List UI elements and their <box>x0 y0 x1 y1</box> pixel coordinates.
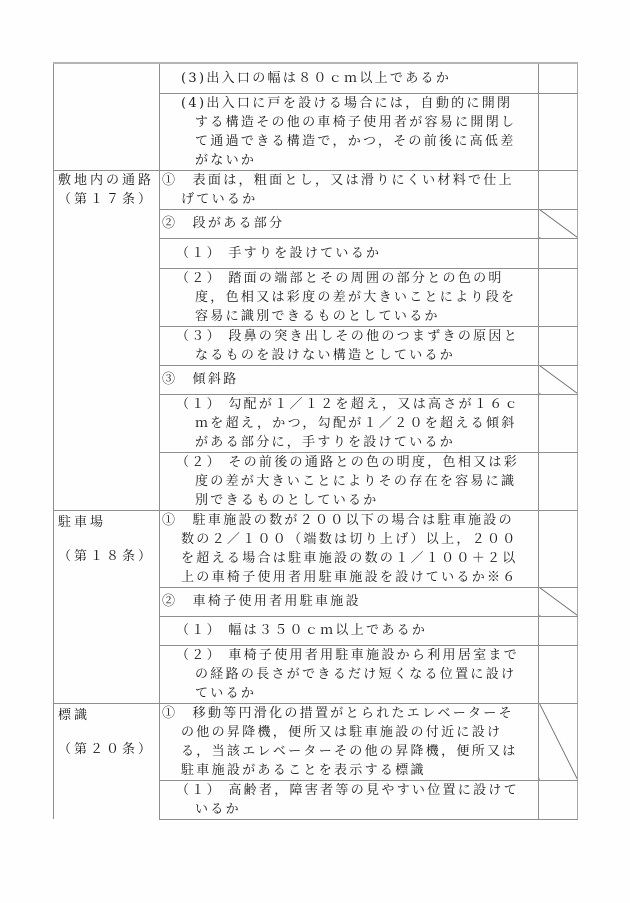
item-line: ③ 傾斜路 <box>162 372 239 387</box>
item-line: げているか <box>181 191 258 207</box>
item-text <box>160 170 539 209</box>
not-applicable-cell <box>539 209 578 238</box>
item-line: を超える場合は駐車施設の数の１／１００＋２以 <box>181 550 518 566</box>
item-line: る，当該エレベーターその他の昇降機，便所又は <box>181 743 518 759</box>
not-applicable-cell <box>539 365 578 394</box>
item-line: ② 段がある部分 <box>162 216 285 231</box>
item-line: (4)出入口に戸を設ける場合には，自動的に開閉 <box>181 95 513 111</box>
item-line: の他の昇降機，便所又は駐車施設の付近に設け <box>181 724 503 740</box>
item-line: がないか <box>195 152 257 168</box>
item-text <box>160 510 539 587</box>
section-article: （第２０条） <box>58 741 155 757</box>
item-line: ① 表面は，粗面とし，又は滑りにくい材料で仕上 <box>162 172 514 188</box>
check-cell[interactable] <box>539 170 578 209</box>
item-line: （２） 車椅子使用者用駐車施設から利用居室まで <box>176 647 520 663</box>
item-text <box>160 326 539 365</box>
item-line: 数の２／１００（端数は切り上げ）以上，２００ <box>181 531 518 547</box>
item-line: （２） 踏面の端部とその周囲の部分との色の明 <box>176 270 504 286</box>
section-name: 駐車場 <box>58 514 107 530</box>
section-name: 標識 <box>58 707 91 723</box>
check-cell[interactable] <box>539 645 578 703</box>
item-text <box>160 63 539 93</box>
item-line: なるものを設けない構造としているか <box>195 347 456 363</box>
item-text <box>160 394 539 452</box>
item-text <box>160 616 539 645</box>
table-row <box>54 510 578 587</box>
item-line: （２） その前後の通路との色の明度，色相又は彩 <box>176 454 520 470</box>
section-article: （第１７条） <box>58 191 155 207</box>
section-label-parking <box>54 510 160 703</box>
check-cell[interactable] <box>539 93 578 170</box>
item-line: の経路の長さができるだけ短くなる位置に設け <box>195 666 517 682</box>
section-label-empty <box>54 63 160 170</box>
item-line: ｍを超え，かつ，勾配が１／２０を超える傾斜 <box>195 415 517 431</box>
item-line: ① 駐車施設の数が２００以下の場合は駐車施設の <box>162 512 514 528</box>
not-applicable-cell <box>539 587 578 616</box>
item-text <box>160 209 539 238</box>
item-text <box>160 93 539 170</box>
item-line: 容易に識別できるものとしているか <box>195 308 440 324</box>
section-label-site-passage <box>54 170 160 510</box>
item-line: 上の車椅子使用者用駐車施設を設けているか※６ <box>181 569 518 585</box>
item-text <box>160 452 539 510</box>
table-row <box>54 703 578 780</box>
item-line: がある部分に，手すりを設けているか <box>195 434 456 450</box>
checklist-document <box>53 62 578 820</box>
item-line: （１） 高齢者，障害者等の見やすい位置に設けて <box>176 782 520 798</box>
item-line: する構造その他の車椅子使用者が容易に開閉し <box>195 114 517 130</box>
item-text <box>160 780 539 819</box>
item-line: （１） 手すりを設けているか <box>176 245 382 261</box>
item-line: (3)出入口の幅は８０ｃｍ以上であるか <box>181 70 452 86</box>
section-name: 敷地内の通路 <box>58 172 155 188</box>
item-text <box>160 703 539 780</box>
item-line: 度の差が大きいことによりその存在を容易に識 <box>195 473 517 489</box>
item-line: ① 移動等円滑化の措置がとられたエレベーターそ <box>162 705 514 721</box>
check-cell[interactable] <box>539 616 578 645</box>
item-line: いるか <box>195 801 241 817</box>
item-text <box>160 268 539 326</box>
checklist-table <box>53 62 578 820</box>
check-cell[interactable] <box>539 394 578 452</box>
item-text <box>160 238 539 268</box>
item-line: ているか <box>195 685 257 701</box>
section-article: （第１８条） <box>58 548 155 564</box>
check-cell[interactable] <box>539 238 578 268</box>
item-line: （１） 勾配が１／１２を超え，又は高さが１６ｃ <box>176 396 520 412</box>
table-row <box>54 170 578 209</box>
not-applicable-cell <box>539 703 578 780</box>
item-text <box>160 365 539 394</box>
table-row <box>54 63 578 93</box>
item-line: （３） 段鼻の突き出しその他のつまずきの原因と <box>176 328 520 344</box>
item-line: 駐車施設があることを表示する標識 <box>181 762 426 778</box>
item-line: 別できるものとしているか <box>195 492 379 508</box>
section-label-signage <box>54 703 160 819</box>
item-line: て通過できる構造で，かつ，その前後に高低差 <box>195 133 516 149</box>
item-line: （１） 幅は３５０ｃｍ以上であるか <box>176 623 428 638</box>
item-text <box>160 587 539 616</box>
check-cell[interactable] <box>539 268 578 326</box>
check-cell[interactable] <box>539 63 578 93</box>
item-line: ② 車椅子使用者用駐車施設 <box>162 594 361 609</box>
check-cell[interactable] <box>539 780 578 819</box>
check-cell[interactable] <box>539 326 578 365</box>
item-text <box>160 645 539 703</box>
check-cell[interactable] <box>539 452 578 510</box>
item-line: 度，色相又は彩度の差が大きいことにより段を <box>195 289 517 305</box>
check-cell[interactable] <box>539 510 578 587</box>
